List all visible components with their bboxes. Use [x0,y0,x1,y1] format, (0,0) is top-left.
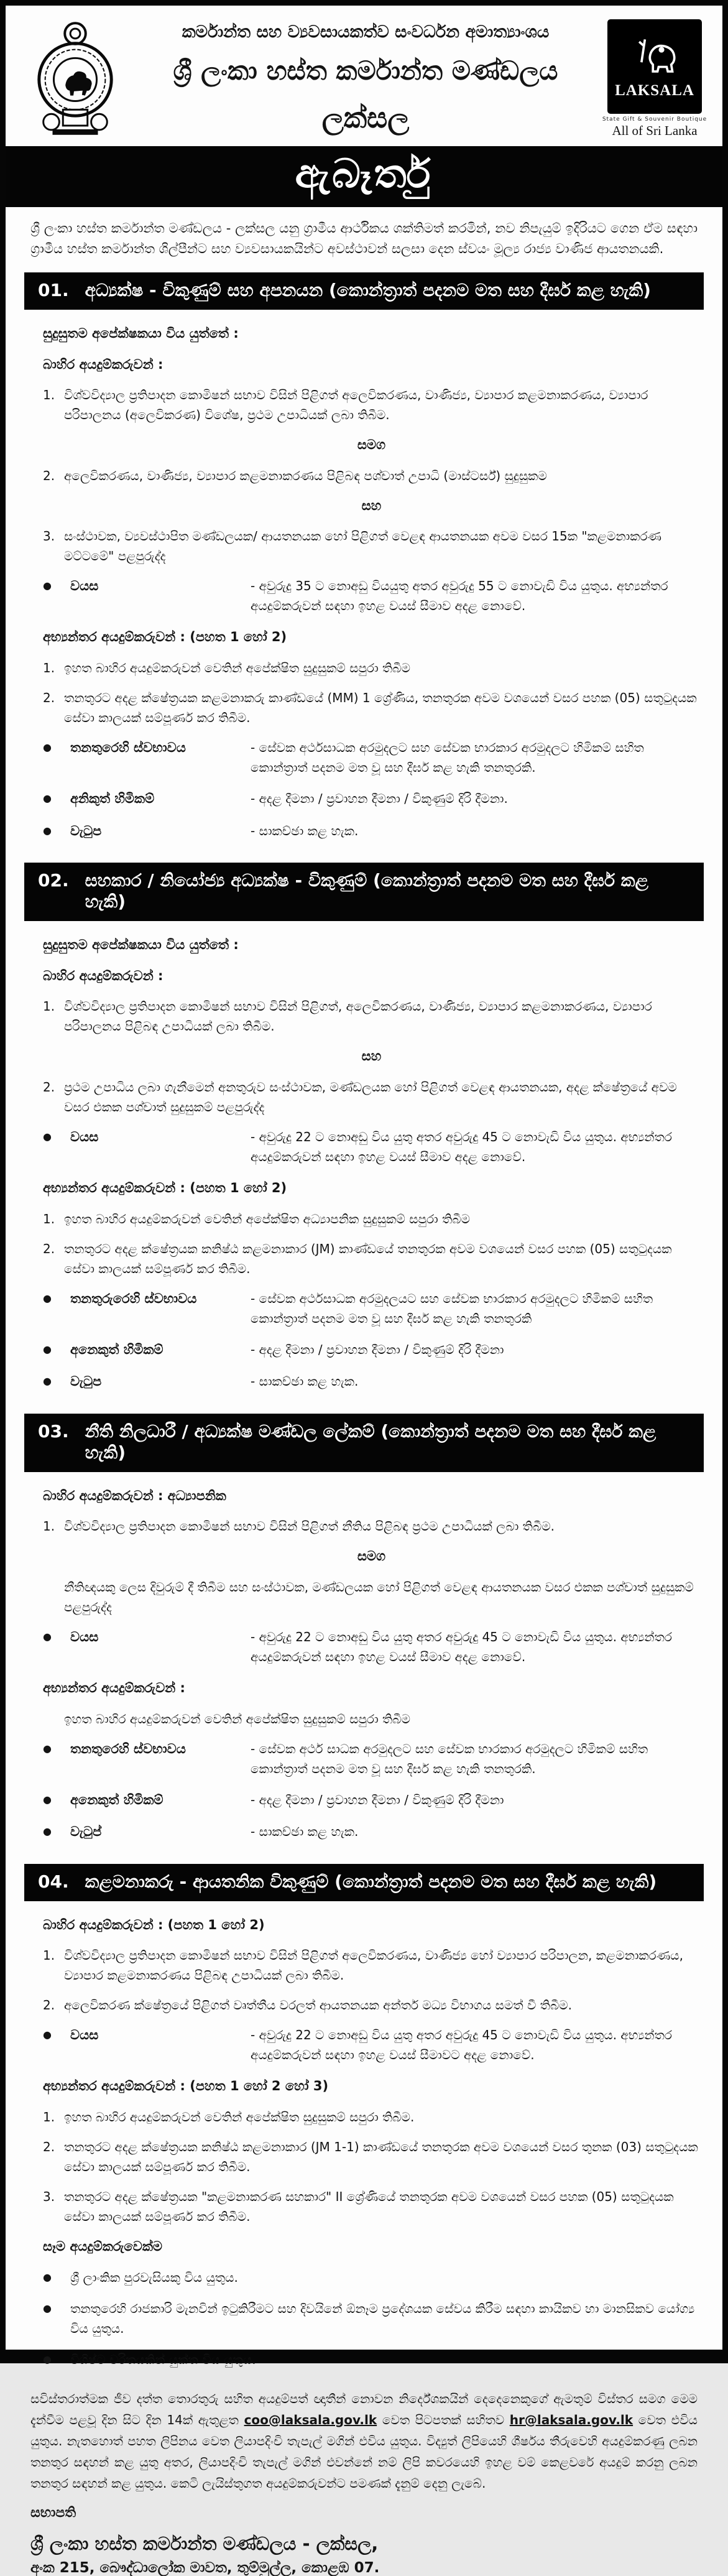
attribute-label: අනෙකුත් හිමිකම් [70,1341,164,1357]
attribute-value: - අදළ දීමනා / ප්‍රවාහන දීමනා / විකුණුම් දිරි දීමනා [251,1792,504,1807]
section-title: කළමනාකරු - ආයතනික විකුණුම් (කොන්ත්‍රාත් පදනම මත සහ දීර්ඝ කළ හැකි) [85,1871,657,1892]
attribute-label: තනතුරුරෙහි ස්වභාවය [70,1290,197,1306]
item-text: අලෙවිකරණ ක්ෂේත්‍රයේ පිළිගත් වෘත්තීය වරලත් ආයතනයක අන්තර් මධ්‍ය විභාගය සමත් වී තිබීම. [64,1998,573,2013]
numbered-item [43,385,700,425]
organization-name: ශ්‍රී ලංකා හස්ත කර්මාන්ත මණ්ඩලය - ලක්සල, [30,2532,379,2554]
attribute-label: අනෙකුත් හිමිකම් [70,1792,164,1807]
attribute-row [43,1627,700,1667]
attribute-value: - අවුරුදු 22 ට නොඅඩු විය යුතු අතර අවුරුදු 45 ට නොවැඩි විය යුතුය. අභ්‍යන්තර අයදුම්කරුවන් සඳහා ඉහළ වයස් සීමාවට අදළ නොවේ. [251,2027,672,2063]
ministry-name: කර්මාන්ත සහ ව්‍යවසායකත්ව සංවර්ධන අමාත්‍යාංශය [182,22,550,42]
attribute-row [43,1790,700,1811]
section-title: සහකාර / නියෝජ්‍ය අධ්‍යක්ෂ - විකුණුම් (කොන්ත්‍රාත් පදනම මත සහ දීර්ඝ කළ හැකි) [85,870,648,912]
numbered-item [43,2137,700,2177]
bullet-icon: ● [43,741,52,754]
section-title-bar [24,863,704,921]
item-text: තනතුරට අදළ ක්ෂේත්‍රයක කනිෂ්ඨ කළමනාකාර (JM 1-1) කාණ්ඩයේ තනතුරක අවම වශයෙන් වසර තුනක (03) සතුටුදයක සේවා කාලයක් සම්පූර්ණ කර තිබීම. [64,2139,698,2174]
attribute-label: වැටුප [70,1374,102,1389]
numbered-item [43,658,700,678]
item-number: 1. [43,1211,55,1226]
bullet-icon: ● [43,1292,52,1304]
coo-email: coo@laksala.gov.lk [244,2412,377,2427]
item-text: විශ්වවිද්‍යාල ප්‍රතිපාදන කොමිෂන් සභාව විසින් පිළිගත් අලෙවිකරණය, වාණිජ්‍ය, ව්‍යාපාර කළමනාකරණය, ව්‍යාපාර පරිපාලනය (අලෙවිකරණ) විශේෂ, ප්‍රථම උපාධියක් ලබා තිබීම. [64,387,648,423]
attribute-label: තනතුරෙහි ස්වභාවය [70,1741,186,1756]
section-number: 01. [38,280,69,301]
bullet-icon: ● [43,1825,52,1838]
section-body [6,1472,722,1856]
subheading: බාහිර අයදුම්කරුවන් : අධ්‍යාපනික [43,1488,226,1503]
numbered-item [43,1209,700,1229]
item-number: 1. [43,999,55,1014]
intro-paragraph: ශ්‍රී ලංකා හස්ත කර්මාන්ත මණ්ඩලය - ලක්සල යනු ග්‍රාමීය ආර්ථිකය ශක්තිමත් කරමින්, නව නිපැයුම් ඉදිරියට ගෙන ඒම සඳහා ග්‍රාමීය හස්ත කර්මාන්ත ශිල්පීන්ට සහ ව්‍යවසායකයින්ට අවස්ථාවන් සලසා දෙන ස්වයං මූල්‍ය රාජ්‍ය වාණිජ ආයතනයකි. [30,221,698,256]
item-number: 3. [43,529,55,544]
bullet-icon: ● [43,2271,52,2283]
attribute-row [43,738,700,777]
section-title: නීති නිලධාරී / අධ්‍යක්ෂ මණ්ඩල ලේකම් (කොන්ත්‍රාත් පදනම මත සහ දීර්ඝ කළ හැකි) [85,1420,657,1463]
item-number: 2. [43,2139,55,2154]
item-text: ප්‍රථම උපාධිය ලබා ගැනීමෙන් අනතුරුව සංස්ථාවක, මණ්ඩලයක හෝ පිළිගත් වෙළඳ ආයතනයක, අදළ ක්ෂේත්‍රයේ අවම වසර එකක පශ්චාත් සුදුසුකම් පළපුරුද්ද [64,1080,677,1115]
numbered-item [43,1239,700,1279]
laksala-subtitle: All of Sri Lanka [612,123,698,138]
bullet-text: ශ්‍රී ලාංකික පුරවැසියකු විය යුතුය. [70,2269,238,2285]
item-number: 1. [43,387,55,403]
subheading: සෑම අයදුම්කරුවෙක්ම [43,2238,162,2254]
item-text: ඉහත බාහිර අයදුම්කරුවන් වෙතින් අපේක්ෂිත අධ්‍යාපනික සුදුසුකම් සපුරා තිබීම [64,1211,471,1226]
brand-name: ලක්සල [321,101,410,135]
attribute-label: වයස [70,1129,99,1145]
attribute-value: - සාකච්ඡා කළ හැක. [251,823,359,838]
header [6,6,722,146]
item-text: අලෙවිකරණය, වාණිජ්‍ය, ව්‍යාපාර කළමනාකරණය පිළිබඳ පශ්චාත් උපාධි (මාස්ටර්ස්) සුදුසුකම [64,468,547,483]
section-number: 03. [38,1420,69,1442]
numbered-item [43,1077,700,1117]
attribute-label: වැටුප් [70,1824,102,1840]
hr-email: hr@laksala.gov.lk [509,2412,634,2427]
attribute-label: වැටුප [70,823,102,838]
conjunction-word: සහ [361,498,382,513]
item-text: ඉහත බාහිර අයදුම්කරුවන් වෙතින් අපේක්ෂිත සුදුසුකම් සපුරා තිබීම [64,660,410,676]
conjunction-word: සමග [357,437,386,453]
attribute-row [43,2025,700,2065]
bullet-text: තනතුරෙහි රාජකාරි මැනවින් ඉටුකිරීමට සහ දිවයිනේ ඕනෑම ප්‍රදේශයක සේවය කිරීම සඳහා කායිකව හා මානසිකව යෝග්‍ය විය යුතුය. [70,2300,695,2336]
postal-address: අංක 215, බෞද්ධාලෝක මාවත, තුම්මුල්ල, කොළඹ 07. [30,2559,380,2576]
item-text: විශ්වවිද්‍යාල ප්‍රතිපාදන කොමිෂන් සභාව විසින් පිළිගත් නීතිය පිළිබඳ ප්‍රථම උපාධියක් ලබා තිබීම. [64,1519,555,1534]
attribute-row [43,821,700,842]
attribute-value: - සාකච්ඡා කළ හැක. [251,1824,359,1840]
laksala-logo [602,19,707,139]
subheading: බාහිර අයදුම්කරුවන් : [43,968,164,983]
attribute-label: වයස [70,2027,99,2043]
numbered-item [43,466,700,486]
instructions-text-3: වෙත එවිය යුතුය. නැතහොත් පහත ලිපිනය වෙත ලියාපදිංචි තැපැල් මගින් එවිය යුතුය. විද්‍යුත් ලිපියෙහි ශීර්ෂය තීරුවෙහි අයදුම්කරණු ලබන තනතුර සඳහන් කළ යුතු අතර, ලියාපදිංචි තැපැල් මගින් එවන්නේ නම් ලිපි කවරයෙහි ඉහළ වම් කෙළවරේ අයදුම් කරනු ලබන තනතුර සඳහන් කළ යුතුය. කෙටි ලැයිස්තුගත අයදුම්කරුවන්ට පමණක් දැනුම් දෙනු ලැබේ. [30,2412,698,2491]
conjunction-word: සහ [361,1049,382,1064]
bullet-icon: ● [43,824,52,836]
attribute-value: - අවුරුදු 35 ට නොඅඩු වියයුතු අතර අවුරුදු 55 ට නොවැඩි විය යුතුය. අභ්‍යන්තර අයදුම්කරුවන් සඳහා ඉහළ වයස් සීමාව අදළ නොවේ. [251,578,668,614]
subheading: බාහිර අයදුම්කරුවන් : (පහත 1 හෝ 2) [43,1917,265,1932]
attribute-label: වයස [70,1629,99,1644]
laksala-lion-icon [626,34,683,80]
item-number: 2. [43,690,55,706]
item-number: 2. [43,468,55,483]
section-title: අධ්‍යක්ෂ - විකුණුම් සහ අපනයන (කොන්ත්‍රාත් පදනම මත සහ දීර්ඝ කළ හැකි) [85,280,651,301]
section-body [6,310,722,855]
attribute-value: - අවුරුදු 22 ට නොඅඩු විය යුතු අතර අවුරුදු 45 ට නොවැඩි විය යුතුය. අභ්‍යන්තර අයදුම්කරුවන් සඳහා ඉහළ වයස් සීමාව අදළ නොවේ. [251,1629,672,1664]
application-instructions [30,2388,698,2494]
item-number: 1. [43,1519,55,1534]
item-number: 2. [43,1241,55,1256]
bullet-icon: ● [43,1742,52,1754]
bullet-item [43,2299,700,2338]
bullet-icon: ● [43,792,52,805]
attribute-label: තනතුරෙහි ස්වභාවය [70,740,186,756]
signature-block [30,2505,698,2576]
section-body [6,921,722,1406]
item-number: 3. [43,2189,55,2204]
subheading: සුදුසුතම අපේක්ෂකයා විය යුත්තේ : [43,937,239,953]
attribute-row [43,1371,700,1392]
header-titles [129,22,602,136]
laksala-wordmark: LAKSALA [615,82,694,99]
subheading: අභ්‍යන්තර අයදුම්කරුවන් : (පහත 1 හෝ 2) [43,629,287,645]
paragraph: නීතිඥයකු ලෙස දිවුරුම් දී තිබීම සහ සංස්ථාවක, මණ්ඩලයක හෝ පිළිගත් වෙළඳ ආයතනයක වසර එකක පශ්චාත් සුදුසුකම් පළපුරුද්ද [64,1580,694,1615]
item-text: සංස්ථාවක, ව්‍යවස්ථාපිත මණ්ඩලයක/ ආයතනයක හෝ පිළිගත් වෙළඳ ආයතනයක අවම වසර 15ක "කළමනාකරණ මට්ටමේ" පළපුරුද්ද [64,529,661,564]
section-number: 04. [38,1871,69,1892]
numbered-item [43,2107,700,2127]
attribute-value: - අදළ දීමනා / ප්‍රවාහන දීමනා / විකුණුම් දිරි දීමනා. [251,791,508,807]
item-text: තනතුරට අදළ ක්ෂේත්‍රයක "කළමනාකරණ සහකාර" II ශ්‍රේණියේ තනතුරක අවම වශයෙන් වසර පහක (05) සතුටුදයක සේවා කාලයක් සම්පූර්ණ කර තිබීම. [64,2189,674,2224]
numbered-item [43,1995,700,2015]
bullet-text: විශිෂ්ට චරිතයකින් යුක්ත විය යුතුය. [70,2351,256,2367]
bullet-icon: ● [43,2353,52,2365]
item-text: විශ්වවිද්‍යාල ප්‍රතිපාදන කොමිෂන් සභාව විසින් පිළිගත් අලෙවිකරණය, වාණිජ්‍ය හෝ ව්‍යාපාර පරිපාලන, කළමනාකරණය, ව්‍යාපාර කළමනාකරණය පිළිබඳ උපාධියක් ලබා තිබීම. [64,1948,683,1983]
subheading: අභ්‍යන්තර අයදුම්කරුවන් : (පහත 1 හෝ 2) [43,1180,287,1196]
instructions-text-1: සවිස්තරාත්මක ජීව දත්ත තොරතුරු සහිත අයදුම්පත් ඥාතීන් නොවන නිර්දේශකයින් දෙදෙනෙකුගේ ඇමතුම් විස්තර සමග මෙම දැන්වීම පළවූ දින සිට දින 14ක් ඇතුළත [30,2391,698,2427]
section-title-bar [24,1414,704,1472]
numbered-item [43,688,700,728]
bullet-item [43,2268,700,2287]
attribute-row [43,1739,700,1779]
attribute-value: - සාකච්ඡා කළ හැක. [251,1374,359,1389]
item-number: 1. [43,2109,55,2124]
section-number: 02. [38,870,69,891]
attribute-row [43,789,700,810]
item-number: 1. [43,660,55,676]
item-text: තනතුරට අදළ ක්ෂේත්‍රයක කළමනාකරු කාණ්ඩයේ (MM) 1 ශ්‍රේණිය, තනතුරක අවම වශයෙන් වසර පහක (05) සතුටුදයක සේවා කාලයක් සම්පූර්ණ කර තිබීම. [64,690,697,726]
numbered-item [43,1516,700,1536]
vacancy-sections [6,265,722,2383]
attribute-row [43,1289,700,1328]
bullet-icon: ● [43,2302,52,2314]
subheading: අභ්‍යන්තර අයදුම්කරුවන් : (පහත 1 හෝ 2 හෝ 3) [43,2078,329,2094]
vacancies-banner: ඇබෑර්තු [6,146,722,207]
bullet-icon: ● [43,1375,52,1388]
attribute-value: - සේවක අර්ථසාධක අරමුදලට සහ සේවක භාරකාර අරමුදලට හිමිකම් සහිත කොන්ත්‍රාත් පදනම මත වූ සහ දීර්ඝ කළ හැකි තනතුරකි. [251,740,644,776]
bullet-icon: ● [43,1631,52,1642]
laksala-logo-box [607,19,702,114]
bullet-item [43,2350,700,2370]
item-text: තනතුරට අදළ ක්ෂේත්‍රයක කනිෂ්ඨ කළමනාකාර (JM) කාණ්ඩයේ තනතුරක අවම වශයෙන් වසර පහක (05) සතුටුදයක සේවා කාලයක් සම්පූර්ණ කර තිබීම. [64,1241,672,1276]
numbered-item [43,996,700,1036]
attribute-label: වයස [70,578,99,594]
paragraph: ඉහත බාහිර අයදුම්කරුවන් වෙතින් අපේක්ෂිත සුදුසුකම් සපුරා තිබීම [64,1711,410,1726]
bullet-icon: ● [43,1131,52,1143]
item-number: 2. [43,1080,55,1095]
bullet-icon: ● [43,1343,52,1355]
section-title-bar [24,1864,704,1901]
numbered-item [43,526,700,566]
subheading: බාහිර අයදුම්කරුවන් : [43,356,164,372]
item-text: ඉහත බාහිර අයදුම්කරුවන් වෙතින් අපේක්ෂිත සුදුසුකම් සපුරා තිබීම. [64,2109,415,2124]
attribute-value: - අදළ දීමනා / ප්‍රවාහන දීමනා / විකුණුම් දිරි දීමනා [251,1341,504,1357]
attribute-value: - සේවක අර්ථසාධක අරමුදලයට සහ සේවක භාරකාර අරමුදලට හිමිකම් සහිත කොන්ත්‍රාත් පදනම මත වූ සහ දීර්ඝ කළ හැකි තනතුරකි [251,1290,653,1326]
bullet-icon: ● [43,2029,52,2041]
board-name: ශ්‍රී ලංකා හස්ත කර්මාන්ත මණ්ඩලය [173,55,558,86]
subheading: සුදුසුතම අපේක්ෂකයා විය යුත්තේ : [43,326,239,341]
numbered-item [43,1945,700,1985]
item-number: 2. [43,1998,55,2013]
bullet-icon: ● [43,1793,52,1805]
attribute-label: අනිකුත් හිමිකම් [70,791,155,807]
attribute-row [43,1340,700,1361]
section-title-bar [24,272,704,310]
national-emblem-icon [21,17,129,141]
conjunction-word: සමග [357,1549,386,1564]
item-text: විශ්වවිද්‍යාල ප්‍රතිපාදන කොමිෂන් සභාව විසින් පිළිගත්, අලෙවිකරණය, වාණිජ්‍ය, ව්‍යාපාර කළමනාකරණය, ව්‍යාපාර පරිපාලනය පිළිබඳ උපාධියක් ලබා තිබීම. [64,999,652,1034]
attribute-value: - අවුරුදු 22 ට නොඅඩු විය යුතු අතර අවුරුදු 45 ට නොවැඩි විය යුතුය. අභ්‍යන්තර අයදුම්කරුවන් සඳහා ඉහළ වයස් සීමාව අදළ නොවේ. [251,1129,672,1165]
numbered-item [43,2187,700,2226]
laksala-tagline: State Gift & Souvenir Boutique [602,116,707,123]
section-body [6,1901,722,2383]
attribute-row [43,1822,700,1843]
attribute-value: - සේවක අර්ථ සාධක අරමුදලට සහ සේවක භාරකාර අරමුදලට හිමිකම් සහිත කොන්ත්‍රාත් පදනම මත වූ සහ දීර්ඝ කළ හැකි තනතුරකි. [251,1741,648,1776]
attribute-row [43,1127,700,1167]
chairman-title: සභාපති [30,2504,76,2521]
item-number: 1. [43,1948,55,1963]
bullet-icon: ● [43,580,52,592]
subheading: අභ්‍යන්තර අයදුම්කරුවන් : [43,1680,185,1695]
attribute-row [43,576,700,616]
instructions-text-2: වෙත පිටපතක් සහිතව [377,2412,510,2427]
